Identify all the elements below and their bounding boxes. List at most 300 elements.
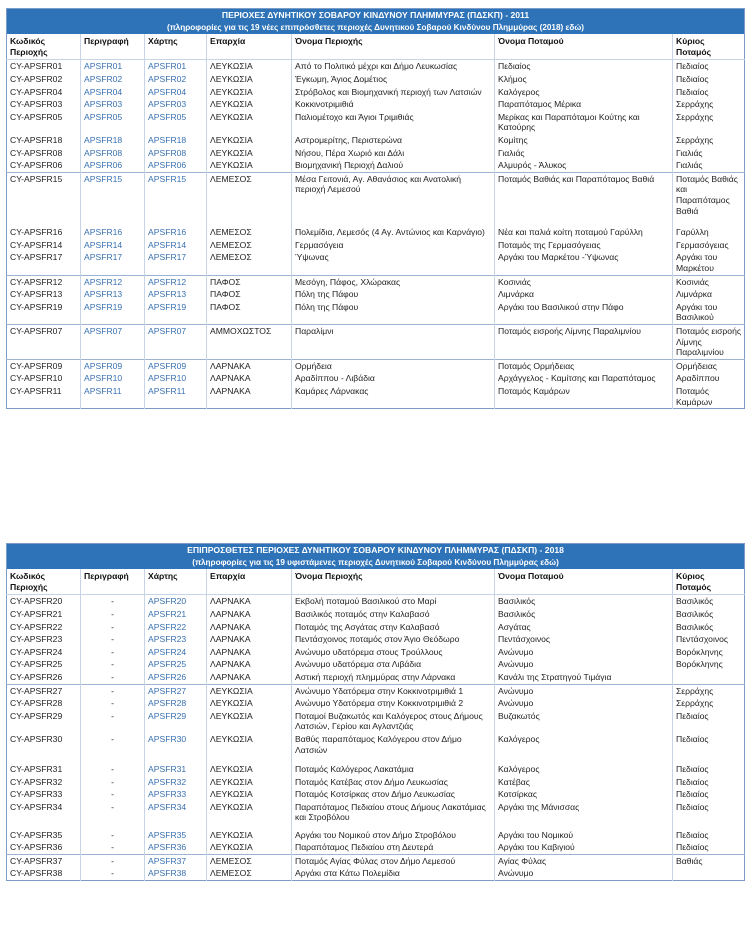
cell-river: Κλήμος bbox=[495, 73, 673, 86]
cell-river: Πεδιαίος bbox=[495, 60, 673, 73]
cell-desc: - bbox=[81, 841, 145, 854]
cell-main bbox=[673, 867, 745, 880]
cell-map bbox=[145, 684, 207, 697]
cell-map bbox=[145, 359, 207, 372]
cell-desc: - bbox=[81, 595, 145, 608]
cell-area: Πόλη της Πάφου bbox=[292, 288, 495, 301]
table-row bbox=[7, 372, 745, 385]
column-header-map: Χάρτης bbox=[145, 569, 207, 595]
table-subtitle-link[interactable]: (πληροφορίες για τις 19 νέες επιπρόσθετες περιοχές Δυνητικού Σοβαρού Κινδύνου Πλημμύρας (2018) εδώ) bbox=[7, 22, 745, 35]
map-link[interactable]: APSFR15 bbox=[148, 173, 187, 184]
cell-district: ΛΕΥΚΩΣΙΑ bbox=[207, 147, 292, 160]
cell-district: ΛΕΥΚΩΣΙΑ bbox=[207, 801, 292, 829]
column-header-main: Κύριος Ποταμός bbox=[673, 34, 745, 60]
cell-desc bbox=[81, 324, 145, 359]
cell-map bbox=[145, 854, 207, 867]
description-link[interactable]: APSFR11 bbox=[84, 385, 122, 396]
cell-main: Γιαλιάς bbox=[673, 159, 745, 172]
cell-map bbox=[145, 73, 207, 86]
cell-code: CY-APSFR32 bbox=[10, 776, 63, 787]
cell-desc bbox=[81, 60, 145, 73]
cell-river: Αγίας Φύλας bbox=[495, 854, 673, 867]
cell-code: CY-APSFR30 bbox=[10, 733, 63, 744]
cell-map bbox=[145, 172, 207, 226]
cell-river: Μερίκας και Παραπόταμοι Κούτης και Κατούρης bbox=[495, 111, 673, 134]
cell-area: Παλιομέτοχο και Άγιοι Τριμιθιάς bbox=[292, 111, 495, 134]
cell-desc: - bbox=[81, 658, 145, 671]
map-link[interactable]: APSFR24 bbox=[148, 646, 187, 657]
cell-map bbox=[145, 658, 207, 671]
cell-district: ΛΕΥΚΩΣΙΑ bbox=[207, 684, 292, 697]
description-link[interactable]: APSFR17 bbox=[84, 252, 123, 263]
cell-code: CY-APSFR27 bbox=[7, 684, 81, 697]
table-row bbox=[7, 710, 745, 733]
table-row bbox=[7, 324, 745, 359]
cell-desc: - bbox=[81, 867, 145, 880]
cell-district: ΛΑΡΝΑΚΑ bbox=[207, 359, 292, 372]
cell-map bbox=[145, 86, 207, 99]
table-row bbox=[7, 86, 745, 99]
cell-desc: - bbox=[81, 608, 145, 621]
map-link[interactable]: APSFR26 bbox=[148, 671, 187, 682]
column-header-river: Όνομα Ποταμού bbox=[495, 569, 673, 595]
description-link[interactable]: APSFR15 bbox=[84, 173, 123, 184]
description-link[interactable]: APSFR18 bbox=[84, 134, 123, 145]
cell-area: Πολεμίδια, Λεμεσός (4 Αγ. Αντώνιος και Καρνάγιο) bbox=[292, 226, 495, 239]
cell-area: Αργάκι του Νομικού στον Δήμο Στροβόλου bbox=[292, 829, 495, 842]
table-row bbox=[7, 776, 745, 789]
map-link[interactable]: APSFR02 bbox=[148, 73, 187, 84]
cell-river: Λιμνάρκα bbox=[495, 288, 673, 301]
cell-main: Πεδιαίος bbox=[673, 776, 745, 789]
cell-area: Στρόβολος και Βιομηχανική περιοχή των Λατσιών bbox=[292, 86, 495, 99]
cell-river: Καλόγερος bbox=[495, 86, 673, 99]
cell-main: Κοσινιάς bbox=[673, 275, 745, 288]
table-row bbox=[7, 621, 745, 634]
cell-code: CY-APSFR18 bbox=[10, 134, 63, 145]
cell-map bbox=[145, 841, 207, 854]
cell-map bbox=[145, 763, 207, 776]
cell-map bbox=[145, 633, 207, 646]
table-row bbox=[7, 841, 745, 854]
column-header-desc: Περιγραφή bbox=[81, 569, 145, 595]
cell-desc bbox=[81, 98, 145, 111]
cell-desc: - bbox=[81, 788, 145, 801]
cell-river: Ποταμός εισροής Λίμνης Παραλιμνίου bbox=[495, 324, 673, 359]
cell-desc: - bbox=[81, 621, 145, 634]
cell-main: Βορόκληνης bbox=[673, 658, 745, 671]
cell-desc bbox=[81, 275, 145, 288]
table-row bbox=[7, 73, 745, 86]
table-row bbox=[7, 251, 745, 275]
table-row bbox=[7, 697, 745, 710]
cell-main: Βαθιάς bbox=[673, 854, 745, 867]
map-link[interactable]: APSFR17 bbox=[148, 252, 187, 263]
cell-district: ΠΑΦΟΣ bbox=[207, 288, 292, 301]
map-link[interactable]: APSFR25 bbox=[148, 659, 187, 670]
cell-desc bbox=[81, 147, 145, 160]
description-link[interactable]: APSFR13 bbox=[84, 289, 123, 300]
cell-area: Ύψωνας bbox=[292, 251, 495, 275]
description-link[interactable]: APSFR12 bbox=[84, 276, 123, 287]
description-link[interactable]: APSFR06 bbox=[84, 160, 123, 171]
cell-district: ΛΕΜΕΣΟΣ bbox=[207, 172, 292, 226]
column-header-code: Κωδικός Περιοχής bbox=[7, 34, 81, 60]
cell-map bbox=[145, 646, 207, 659]
map-link[interactable]: APSFR37 bbox=[148, 855, 187, 866]
description-link[interactable]: APSFR19 bbox=[84, 301, 123, 312]
table-row bbox=[7, 111, 745, 134]
cell-area: Ποταμοί Βυζακωτός και Καλόγερος στους Δήμους Λατσιών, Γερίου και Αγλαντζιάς bbox=[292, 710, 495, 733]
cell-area: Αστρομερίτης, Περιστερώνα bbox=[292, 134, 495, 147]
cell-district: ΛΕΥΚΩΣΙΑ bbox=[207, 788, 292, 801]
table-row bbox=[7, 226, 745, 239]
cell-map bbox=[145, 134, 207, 147]
cell-area: Παραπόταμος Πεδιαίου στη Δευτερά bbox=[292, 841, 495, 854]
cell-main: Πεδιαίος bbox=[673, 801, 745, 829]
cell-code: CY-APSFR04 bbox=[10, 86, 63, 97]
column-header-river: Όνομα Ποταμού bbox=[495, 34, 673, 60]
column-header-main: Κύριος Ποταμός bbox=[673, 569, 745, 595]
description-link[interactable]: APSFR07 bbox=[84, 325, 123, 336]
cell-main: Ποταμός εισροής Λίμνης Παραλιμνίου bbox=[673, 324, 745, 359]
cell-river: Ανώνυμο bbox=[495, 867, 673, 880]
map-link[interactable]: APSFR07 bbox=[148, 325, 187, 336]
cell-main: Σερράχης bbox=[673, 697, 745, 710]
cell-river: Πεντάσχοινος bbox=[495, 633, 673, 646]
cell-map bbox=[145, 697, 207, 710]
table-row bbox=[7, 646, 745, 659]
cell-river: Αλμυρός - Άλυκος bbox=[495, 159, 673, 172]
cell-desc: - bbox=[81, 829, 145, 842]
column-header-row bbox=[7, 34, 745, 60]
column-header-map: Χάρτης bbox=[145, 34, 207, 60]
table-row bbox=[7, 633, 745, 646]
cell-district: ΛΑΡΝΑΚΑ bbox=[207, 621, 292, 634]
map-link[interactable]: APSFR20 bbox=[148, 596, 187, 607]
cell-area: Αστική περιοχή πλημμύρας στην Λάρνακα bbox=[292, 671, 495, 684]
cell-district: ΛΑΡΝΑΚΑ bbox=[207, 608, 292, 621]
cell-river: Αργάκι του Μαρκέτου -Ύψωνας bbox=[495, 251, 673, 275]
cell-desc: - bbox=[81, 710, 145, 733]
cell-district: ΛΑΡΝΑΚΑ bbox=[207, 671, 292, 684]
cell-river: Βασιλικός bbox=[495, 608, 673, 621]
map-link[interactable]: APSFR12 bbox=[148, 276, 187, 287]
cell-area: Νήσου, Πέρα Χωριό και Δάλι bbox=[292, 147, 495, 160]
map-link[interactable]: APSFR33 bbox=[148, 789, 187, 800]
map-link[interactable]: APSFR08 bbox=[148, 147, 187, 158]
description-link[interactable]: APSFR05 bbox=[84, 111, 123, 122]
cell-code: CY-APSFR09 bbox=[7, 359, 81, 372]
map-link[interactable]: APSFR19 bbox=[148, 301, 187, 312]
cell-district: ΛΕΜΕΣΟΣ bbox=[207, 251, 292, 275]
cell-main: Γιαλιάς bbox=[673, 147, 745, 160]
map-link[interactable]: APSFR31 bbox=[148, 763, 187, 774]
cell-desc bbox=[81, 111, 145, 134]
column-header-row bbox=[7, 569, 745, 595]
cell-map bbox=[145, 60, 207, 73]
cell-area: Μεσόγη, Πάφος, Χλώρακας bbox=[292, 275, 495, 288]
cell-river: Βασιλικός bbox=[495, 595, 673, 608]
description-link[interactable]: APSFR02 bbox=[84, 73, 123, 84]
cell-code: CY-APSFR38 bbox=[10, 868, 63, 879]
table-subtitle-link[interactable]: (πληροφορίες για τις 19 υφιστάμενες περιοχές Δυνητικού Σοβαρού Κινδύνου Πλημμύρας εδώ) bbox=[7, 557, 745, 570]
cell-code: CY-APSFR34 bbox=[10, 801, 63, 812]
cell-district: ΛΑΡΝΑΚΑ bbox=[207, 633, 292, 646]
cell-river: Κανάλι της Στρατηγού Τιμάγια bbox=[495, 671, 673, 684]
cell-desc: - bbox=[81, 763, 145, 776]
cell-main: Βασιλικός bbox=[673, 608, 745, 621]
cell-area: Βαθύς παραπόταμος Καλόγερου στον Δήμο Λατσιών bbox=[292, 733, 495, 763]
cell-area: Ανώνυμο Υδατόρεμα στην Κοκκινοτριμιθιά 2 bbox=[292, 697, 495, 710]
table-row bbox=[7, 385, 745, 409]
map-link[interactable]: APSFR35 bbox=[148, 829, 187, 840]
map-link[interactable]: APSFR11 bbox=[148, 385, 186, 396]
map-link[interactable]: APSFR05 bbox=[148, 111, 187, 122]
column-header-district: Επαρχία bbox=[207, 569, 292, 595]
column-header-desc: Περιγραφή bbox=[81, 34, 145, 60]
map-link[interactable]: APSFR34 bbox=[148, 801, 187, 812]
cell-area: Ποταμός Κοτσίρκας στον Δήμο Λευκωσίας bbox=[292, 788, 495, 801]
map-link[interactable]: APSFR27 bbox=[148, 685, 187, 696]
cell-code: CY-APSFR14 bbox=[10, 239, 63, 250]
cell-main: Πεδιαίος bbox=[673, 73, 745, 86]
table-row bbox=[7, 608, 745, 621]
cell-main: Ποταμός Βαθιάς και Παραπόταμος Βαθιά bbox=[673, 172, 745, 226]
cell-desc bbox=[81, 172, 145, 226]
description-link[interactable]: APSFR04 bbox=[84, 86, 123, 97]
cell-main: Γερμασόγειας bbox=[673, 239, 745, 252]
cell-desc bbox=[81, 134, 145, 147]
cell-river: Αργάκι του Βασιλικού στην Πάφο bbox=[495, 301, 673, 325]
table-row bbox=[7, 359, 745, 372]
cell-river: Κατέβας bbox=[495, 776, 673, 789]
cell-code: CY-APSFR17 bbox=[10, 252, 63, 263]
table-row bbox=[7, 867, 745, 880]
cell-area: Εκβολή ποταμού Βασιλικού στο Μαρί bbox=[292, 595, 495, 608]
map-link[interactable]: APSFR10 bbox=[148, 373, 187, 384]
cell-district: ΛΕΥΚΩΣΙΑ bbox=[207, 697, 292, 710]
description-link[interactable]: APSFR03 bbox=[84, 99, 123, 110]
cell-map bbox=[145, 788, 207, 801]
table-row bbox=[7, 159, 745, 172]
table-row bbox=[7, 98, 745, 111]
cell-code: CY-APSFR31 bbox=[10, 763, 63, 774]
cell-area: Γερμασόγεια bbox=[292, 239, 495, 252]
cell-area: Βασιλικός ποταμός στην Καλαβασό bbox=[292, 608, 495, 621]
table-body bbox=[7, 60, 745, 409]
cell-map bbox=[145, 595, 207, 608]
cell-code: CY-APSFR01 bbox=[10, 61, 63, 72]
map-link[interactable]: APSFR04 bbox=[148, 86, 187, 97]
cell-river: Καλόγερος bbox=[495, 763, 673, 776]
cell-main: Πεντάσχοινος bbox=[673, 633, 745, 646]
map-link[interactable]: APSFR32 bbox=[148, 776, 187, 787]
cell-map bbox=[145, 801, 207, 829]
cell-code: CY-APSFR21 bbox=[10, 608, 63, 619]
table-body bbox=[7, 595, 745, 881]
cell-main bbox=[673, 671, 745, 684]
table-row bbox=[7, 801, 745, 829]
cell-desc: - bbox=[81, 646, 145, 659]
cell-main: Βορόκληνης bbox=[673, 646, 745, 659]
cell-desc bbox=[81, 385, 145, 409]
cell-district: ΛΑΡΝΑΚΑ bbox=[207, 372, 292, 385]
cell-district: ΛΕΜΕΣΟΣ bbox=[207, 854, 292, 867]
cell-code: CY-APSFR13 bbox=[10, 289, 63, 300]
map-link[interactable]: APSFR36 bbox=[148, 842, 187, 853]
cell-district: ΑΜΜΟΧΩΣΤΟΣ bbox=[207, 324, 292, 359]
cell-code: CY-APSFR25 bbox=[10, 659, 63, 670]
cell-code: CY-APSFR15 bbox=[7, 172, 81, 226]
cell-district: ΛΕΜΕΣΟΣ bbox=[207, 239, 292, 252]
cell-area: Ανώνυμο Υδατόρεμα στην Κοκκινοτριμιθιά 1 bbox=[292, 684, 495, 697]
table-row bbox=[7, 684, 745, 697]
cell-main: Ποταμός Καμάρων bbox=[673, 385, 745, 409]
cell-river: Ποταμός Βαθιάς και Παραπόταμος Βαθιά bbox=[495, 172, 673, 226]
cell-map bbox=[145, 301, 207, 325]
cell-area: Αραδίππου - Λιβάδια bbox=[292, 372, 495, 385]
table-title: ΕΠΙΠΡΟΣΘΕΤΕΣ ΠΕΡΙΟΧΕΣ ΔΥΝΗΤΙΚΟΥ ΣΟΒΑΡΟΥ ΚΙΝΔΥΝΟΥ ΠΛΗΜΜΥΡΑΣ (ΠΔΣΚΠ) - 2018 bbox=[7, 544, 745, 557]
cell-river: Αργάκι του Καβιγιού bbox=[495, 841, 673, 854]
cell-desc: - bbox=[81, 776, 145, 789]
cell-main: Γαρύλλη bbox=[673, 226, 745, 239]
cell-desc bbox=[81, 301, 145, 325]
cell-river: Ανώνυμο bbox=[495, 658, 673, 671]
cell-code: CY-APSFR20 bbox=[10, 596, 63, 607]
cell-area: Βιομηχανική Περιοχή Δαλιού bbox=[292, 159, 495, 172]
cell-river: Ποταμός Καμάρων bbox=[495, 385, 673, 409]
cell-map bbox=[145, 733, 207, 763]
cell-main: Σερράχης bbox=[673, 111, 745, 134]
map-link[interactable]: APSFR03 bbox=[148, 99, 187, 110]
cell-map bbox=[145, 239, 207, 252]
cell-river: Κοτσίρκας bbox=[495, 788, 673, 801]
table-row bbox=[7, 595, 745, 608]
cell-river: Ασγάτας bbox=[495, 621, 673, 634]
map-link[interactable]: APSFR28 bbox=[148, 698, 187, 709]
cell-map bbox=[145, 251, 207, 275]
cell-main: Αραδίππου bbox=[673, 372, 745, 385]
map-link[interactable]: APSFR21 bbox=[148, 608, 187, 619]
cell-map bbox=[145, 621, 207, 634]
cell-main: Λιμνάρκα bbox=[673, 288, 745, 301]
cell-code: CY-APSFR36 bbox=[10, 842, 63, 853]
description-link[interactable]: APSFR01 bbox=[84, 61, 123, 72]
cell-main: Πεδιαίος bbox=[673, 60, 745, 73]
table-row bbox=[7, 854, 745, 867]
map-link[interactable]: APSFR22 bbox=[148, 621, 187, 632]
cell-district: ΛΕΥΚΩΣΙΑ bbox=[207, 829, 292, 842]
map-link[interactable]: APSFR16 bbox=[148, 227, 187, 238]
cell-map bbox=[145, 385, 207, 409]
cell-river: Καλόγερος bbox=[495, 733, 673, 763]
cell-map bbox=[145, 867, 207, 880]
map-link[interactable]: APSFR09 bbox=[148, 360, 187, 371]
cell-map bbox=[145, 288, 207, 301]
cell-area: Παραλίμνι bbox=[292, 324, 495, 359]
cell-river: Βυζακωτός bbox=[495, 710, 673, 733]
map-link[interactable]: APSFR29 bbox=[148, 710, 187, 721]
cell-desc: - bbox=[81, 801, 145, 829]
cell-map bbox=[145, 98, 207, 111]
cell-main: Πεδιαίος bbox=[673, 86, 745, 99]
cell-district: ΛΕΥΚΩΣΙΑ bbox=[207, 73, 292, 86]
cell-desc: - bbox=[81, 733, 145, 763]
cell-map bbox=[145, 608, 207, 621]
cell-district: ΛΕΥΚΩΣΙΑ bbox=[207, 86, 292, 99]
cell-area: Παραπόταμος Πεδιαίου στους Δήμους Λακατάμιας και Στροβόλου bbox=[292, 801, 495, 829]
column-header-district: Επαρχία bbox=[207, 34, 292, 60]
cell-desc bbox=[81, 251, 145, 275]
cell-area: Ποταμός Καλόγερος Λακατάμια bbox=[292, 763, 495, 776]
cell-map bbox=[145, 671, 207, 684]
cell-river: Ανώνυμο bbox=[495, 684, 673, 697]
table-row bbox=[7, 288, 745, 301]
cell-area: Καμάρες Λάρνακας bbox=[292, 385, 495, 409]
table-row bbox=[7, 147, 745, 160]
cell-desc: - bbox=[81, 633, 145, 646]
cell-code: CY-APSFR06 bbox=[10, 160, 63, 171]
cell-district: ΛΕΥΚΩΣΙΑ bbox=[207, 60, 292, 73]
map-link[interactable]: APSFR18 bbox=[148, 134, 187, 145]
cell-district: ΛΑΡΝΑΚΑ bbox=[207, 646, 292, 659]
table-row bbox=[7, 301, 745, 325]
cell-main: Σερράχης bbox=[673, 134, 745, 147]
cell-area: Κοκκινοτριμιθιά bbox=[292, 98, 495, 111]
cell-map bbox=[145, 226, 207, 239]
map-link[interactable]: APSFR14 bbox=[148, 239, 187, 250]
column-header-code: Κωδικός Περιοχής bbox=[7, 569, 81, 595]
cell-main: Πεδιαίος bbox=[673, 829, 745, 842]
description-link[interactable]: APSFR09 bbox=[84, 360, 123, 371]
table-row bbox=[7, 60, 745, 73]
cell-main: Πεδιαίος bbox=[673, 763, 745, 776]
cell-area: Έγκωμη, Άγιος Δομέτιος bbox=[292, 73, 495, 86]
cell-river: Ανώνυμο bbox=[495, 697, 673, 710]
map-link[interactable]: APSFR06 bbox=[148, 160, 187, 171]
map-link[interactable]: APSFR01 bbox=[148, 61, 187, 72]
description-link[interactable]: APSFR14 bbox=[84, 239, 123, 250]
cell-code: CY-APSFR12 bbox=[7, 275, 81, 288]
cell-district: ΛΕΥΚΩΣΙΑ bbox=[207, 776, 292, 789]
cell-district: ΛΕΥΚΩΣΙΑ bbox=[207, 98, 292, 111]
description-link[interactable]: APSFR16 bbox=[84, 227, 123, 238]
table-row bbox=[7, 658, 745, 671]
cell-code: CY-APSFR23 bbox=[10, 634, 63, 645]
cell-district: ΠΑΦΟΣ bbox=[207, 301, 292, 325]
map-link[interactable]: APSFR30 bbox=[148, 733, 187, 744]
cell-river: Αργάκι του Νομικού bbox=[495, 829, 673, 842]
table-row bbox=[7, 733, 745, 763]
map-link[interactable]: APSFR23 bbox=[148, 634, 187, 645]
cell-district: ΛΑΡΝΑΚΑ bbox=[207, 658, 292, 671]
description-link[interactable]: APSFR08 bbox=[84, 147, 123, 158]
cell-area: Ποταμός της Ασγάτας στην Καλαβασό bbox=[292, 621, 495, 634]
description-link[interactable]: APSFR10 bbox=[84, 373, 123, 384]
cell-desc: - bbox=[81, 671, 145, 684]
map-link[interactable]: APSFR13 bbox=[148, 289, 187, 300]
cell-district: ΛΕΥΚΩΣΙΑ bbox=[207, 763, 292, 776]
cell-river: Ποταμός της Γερμασόγειας bbox=[495, 239, 673, 252]
cell-river: Γιαλιάς bbox=[495, 147, 673, 160]
cell-code: CY-APSFR29 bbox=[10, 710, 63, 721]
cell-river: Κοσινιάς bbox=[495, 275, 673, 288]
cell-area: Μέσα Γειτονιά, Αγ. Αθανάσιος και Ανατολική περιοχή Λεμεσού bbox=[292, 172, 495, 226]
map-link[interactable]: APSFR38 bbox=[148, 868, 187, 879]
table-title: ΠΕΡΙΟΧΕΣ ΔΥΝΗΤΙΚΟΥ ΣΟΒΑΡΟΥ ΚΙΝΔΥΝΟΥ ΠΛΗΜΜΥΡΑΣ (ΠΔΣΚΠ) - 2011 bbox=[7, 9, 745, 22]
cell-district: ΛΕΜΕΣΟΣ bbox=[207, 226, 292, 239]
